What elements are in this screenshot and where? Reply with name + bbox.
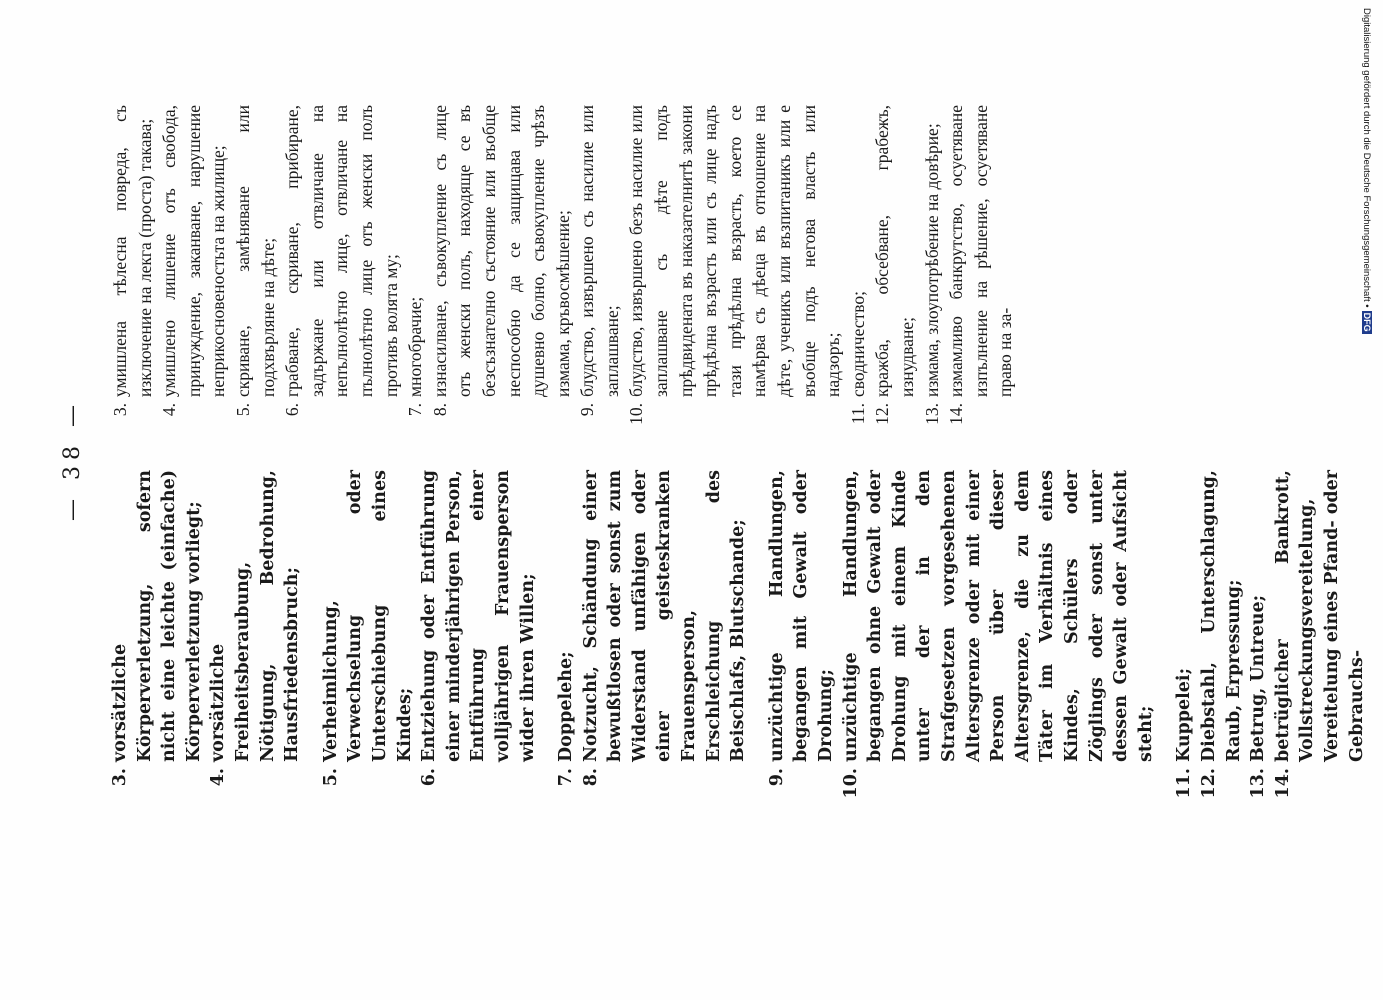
list-item: 8. изнасилване, съвокупление съ лице отъ женски полъ, находяще се въ безсъзнателно състояние или въобще неспособно да се защищава или душевно болно, съвокупление чрѣзъ измама, кръвосмѣшение; xyxy=(429,105,573,417)
list-item: 9. блудство, извършено съ насилие или заплашване; xyxy=(577,105,622,417)
credit-text: Digitalisierung gefördert durch die Deutsche Forschungsgemeinschaft • xyxy=(1361,8,1372,308)
list-item: 12. кражба, обсебване, грабежъ, изнудване; xyxy=(872,105,917,425)
list-item: 10. unzüchtige Handlungen, begangen ohne Gewalt oder Drohung mit einem Kinde unter der in den Strafgesetzen vorgesehenen Altersgrenze oder mit einer Person über dieser Altersgrenze, die zu dem Täter im Verhältnis eines Kindes, Schülers oder Zöglings oder sonst unter dessen Gewalt oder Aufsicht steht; xyxy=(840,470,1156,799)
list-item: 13. Betrug, Untreue; xyxy=(1248,594,1269,799)
list-item: 10. блудство, извършено безъ насилие или заплашване съ дѣте подъ прѣдвидената въ наказателнитѣ закони прѣдѣлна възрасть или съ лице надъ тази прѣдѣлна възрасть, което се намѣрва съ дѣеца въ отношение на дѣте, ученикъ или възпитаникъ или е въобще подъ негова власть или надзоръ; xyxy=(626,105,844,425)
list-item: 14. измамливо банкрутство, осуетяване изпълнение на рѣшение, осуетяване право на за- xyxy=(946,105,1016,425)
list-item: 3. умишлена тѣлесна повреда, съ изключение на лекга (проста) такава; xyxy=(110,105,155,417)
list-item: 11. сводничество; xyxy=(847,291,868,425)
list-item: 5. скриване, замѣняване или подхвърляне на дѣте; xyxy=(232,105,278,417)
list-item: 12. Diebstahl, Unterschlagung, Raub, Erpressung; xyxy=(1198,470,1244,799)
page-number: — 38 — xyxy=(60,399,85,521)
german-column xyxy=(108,470,1369,800)
bulgarian-column xyxy=(108,105,1018,435)
dfg-logo: DFG xyxy=(1362,312,1372,332)
list-item: 6. грабване, скриване, прибиране, задържане или отвличане на непълнолѣтно лице, отвличане на пълнолѣтно лице отъ женски полъ противъ волята му; xyxy=(282,105,401,417)
list-item: 6. Entziehung oder Entführung einer minderjährigen Person, Entführung einer volljährigen Frauensperson wider ihren Willen; xyxy=(419,470,538,787)
list-item: 8. Notzucht, Schändung einer bewußtlosen oder sonst zum Widerstand unfähigen oder einer geisteskranken Frauensperson, Erschleichung des Beischlafs, Blutschande; xyxy=(580,470,749,787)
list-item: 4. умишлено лишение отъ свобода, принуждение, заканване, нарушение неприкосновеностьта на жилище; xyxy=(159,105,229,417)
digitization-credit xyxy=(1361,8,1372,334)
list-item: 14. betrüglicher Bankrott, Vollstreckungsvereitelung, Vereitelung eines Pfand- oder Gebrauchs- xyxy=(1272,470,1367,799)
list-item: 13. измама, злоупотрѣбение на довѣрие; xyxy=(921,123,942,425)
list-item: 11. Kuppelei; xyxy=(1174,667,1195,799)
list-item: 7. многобрачие; xyxy=(405,296,426,417)
list-item: 3. vorsätzliche Körperverletzung, sofern nicht eine leichte (einfache) Körperverletzung vorliegt; xyxy=(110,470,204,787)
list-item: 5. Verheimlichung, Verwechselung oder Unterschiebung eines Kindes; xyxy=(320,470,415,787)
list-item: 4. vorsätzliche Freiheitsberaubung, Nötigung, Bedrohung, Hausfriedensbruch; xyxy=(208,470,303,787)
list-item: 9. unzüchtige Handlungen, begangen mit Gewalt oder Drohung; xyxy=(766,470,837,787)
list-item: 7. Doppelehe; xyxy=(556,651,577,787)
